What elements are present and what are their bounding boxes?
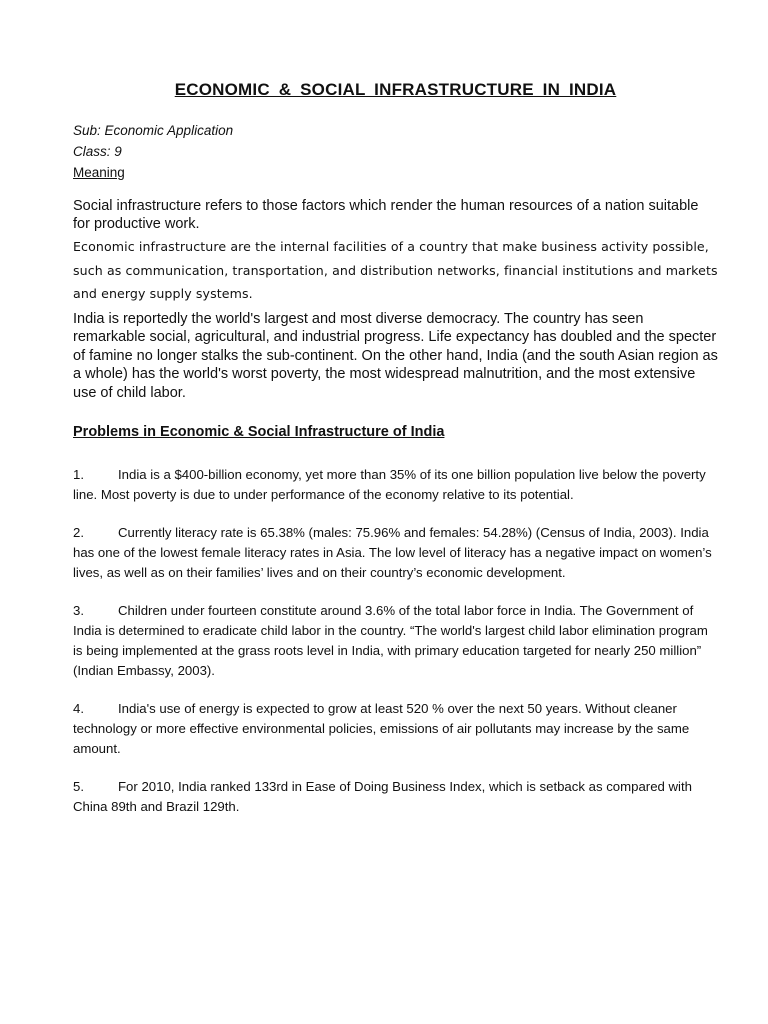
problem-item xyxy=(73,465,718,505)
problem-number: 1. xyxy=(73,467,84,483)
problem-item xyxy=(73,777,718,817)
problem-number: 4. xyxy=(73,701,84,717)
document-title: ECONOMIC & SOCIAL INFRASTRUCTURE IN INDIA xyxy=(174,80,617,99)
class-line: Class: 9 xyxy=(73,144,122,159)
problem-item xyxy=(73,699,718,759)
problems-list xyxy=(73,465,718,817)
problem-number: 3. xyxy=(73,603,84,619)
problem-text: Children under fourteen constitute around 3.6% of the total labor force in India. The Government of India is determined to eradicate child labor in the country. “The world's largest child labor elimination program is being implemented at the grass roots level in India, with primary education targeted for nearly 250 million” (Indian Embassy, 2003). xyxy=(73,603,708,679)
problem-text: India's use of energy is expected to grow at least 520 % over the next 50 years. Without cleaner technology or more effective environmental policies, emissions of air pollutants may increase by the same amount. xyxy=(73,701,690,757)
problem-item xyxy=(73,523,718,583)
problems-heading: Problems in Economic & Social Infrastructure of India xyxy=(73,424,445,441)
subject-line: Sub: Economic Application xyxy=(73,123,234,138)
economic-infrastructure-definition: Economic infrastructure are the internal facilities of a country that make business activity possible, such as communication, transportation, and distribution networks, financial institutions and markets and energy supply systems. xyxy=(73,239,718,301)
meaning-heading: Meaning xyxy=(73,165,125,180)
problem-text: For 2010, India ranked 133rd in Ease of Doing Business Index, which is setback as compared with China 89th and Brazil 129th. xyxy=(73,779,692,815)
problem-text: Currently literacy rate is 65.38% (males: 75.96% and females: 54.28%) (Census of India, 2003). India has one of the lowest female literacy rates in Asia. The low level of literacy has a negative impact on women’s lives, as well as on their families’ lives and on their country’s economic development. xyxy=(73,525,712,581)
problem-number: 5. xyxy=(73,779,84,795)
problem-text: India is a $400-billion economy, yet more than 35% of its one billion population live below the poverty line. Most poverty is due to under performance of the economy relative to its potential. xyxy=(73,467,706,503)
social-infrastructure-definition: Social infrastructure refers to those factors which render the human resources of a nation suitable for productive work. xyxy=(73,198,699,232)
problem-number: 2. xyxy=(73,525,84,541)
india-overview-paragraph: India is reportedly the world's largest and most diverse democracy. The country has seen remarkable social, agricultural, and industrial progress. Life expectancy has doubled and the specter of famine no longer stalks the sub-continent. On the other hand, India (and the south Asian region as a whole) has the world's worst poverty, the most widespread malnutrition, and the most extensive use of child labor. xyxy=(73,310,718,401)
problem-item xyxy=(73,601,718,681)
